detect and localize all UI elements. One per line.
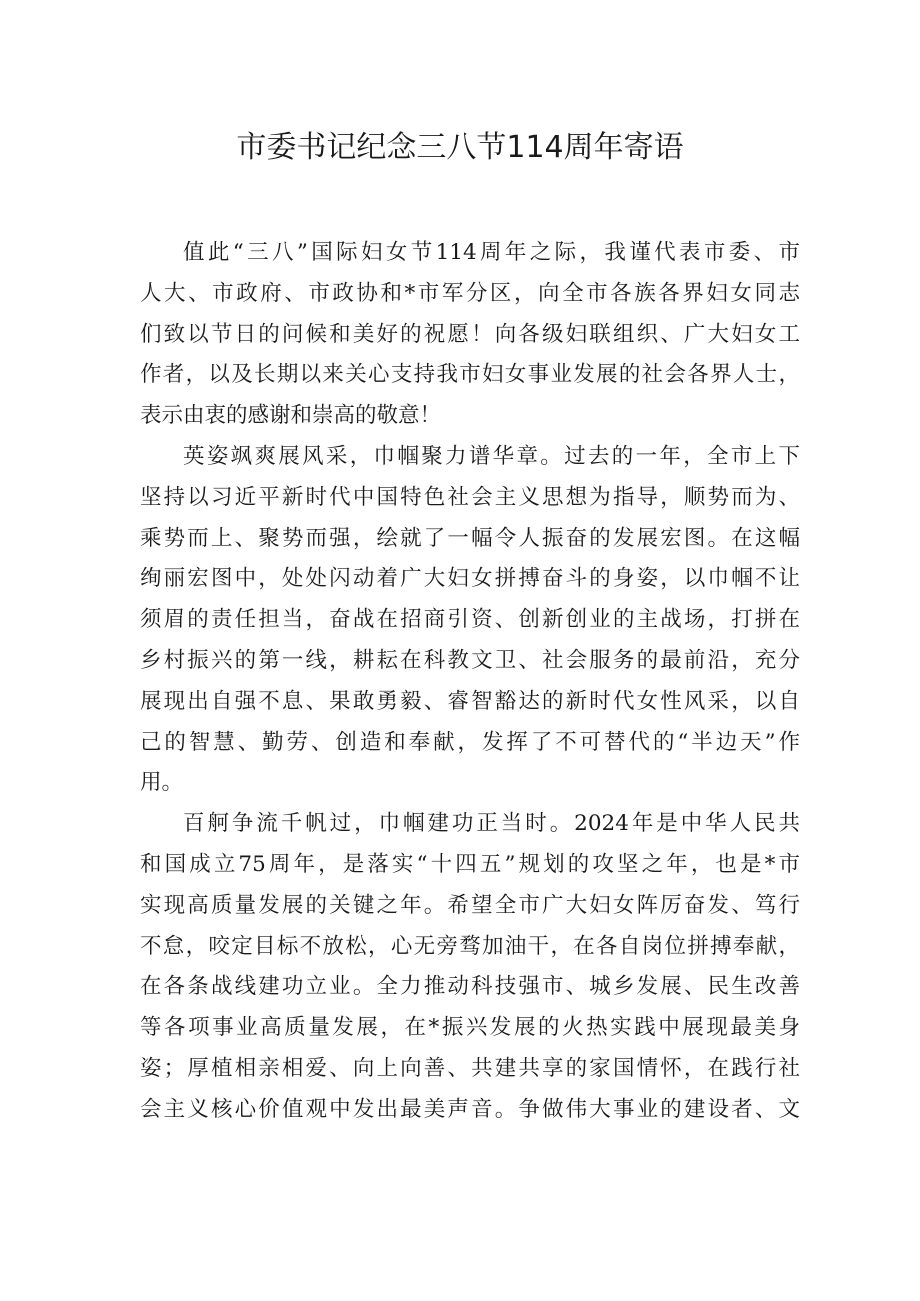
paragraph-line: 等各项事业高质量发展，在*振兴发展的火热实践中展现最美身 (140, 1015, 800, 1041)
paragraph-line: 百舸争流千帆过，巾帼建功正当时。2024年是中华人民共 (183, 811, 800, 837)
paragraph-line: 己的智慧、勤劳、创造和奉献，发挥了不可替代的“半边天”作 (140, 729, 800, 755)
paragraph-line: 用。 (140, 770, 184, 796)
document-title: 市委书记纪念三八节114周年寄语 (236, 130, 684, 165)
paragraph-2 (140, 437, 800, 804)
document-body (140, 233, 800, 1131)
paragraph-line: 坚持以习近平新时代中国特色社会主义思想为指导，顺势而为、 (140, 484, 800, 510)
paragraph-line: 会主义核心价值观中发出最美声音。争做伟大事业的建设者、文 (140, 1096, 800, 1122)
paragraph-3 (140, 804, 800, 1130)
paragraph-line: 和国成立75周年，是落实“十四五”规划的攻坚之年，也是*市 (140, 851, 800, 877)
paragraph-line: 作者，以及长期以来关心支持我市妇女事业发展的社会各界人士， (140, 362, 800, 388)
paragraph-line: 乘势而上、聚势而强，绘就了一幅令人振奋的发展宏图。在这幅 (140, 525, 800, 551)
paragraph-line: 值此“三八”国际妇女节114周年之际，我谨代表市委、市 (183, 240, 800, 265)
paragraph-line: 须眉的责任担当，奋战在招商引资、创新创业的主战场，打拼在 (140, 607, 800, 633)
paragraph-line: 姿；厚植相亲相爱、向上向善、共建共享的家国情怀，在践行社 (140, 1055, 800, 1081)
paragraph-line: 展现出自强不息、果敢勇毅、睿智豁达的新时代女性风采，以自 (140, 688, 800, 714)
paragraph-line: 乡村振兴的第一线，耕耘在科教文卫、社会服务的最前沿，充分 (140, 647, 800, 673)
paragraph-line: 实现高质量发展的关键之年。希望全市广大妇女阵厉奋发、笃行 (140, 892, 800, 918)
paragraph-line: 绚丽宏图中，处处闪动着广大妇女拼搏奋斗的身姿，以巾帼不让 (140, 566, 800, 592)
paragraph-line: 英姿飒爽展风采，巾帼聚力谱华章。过去的一年，全市上下 (183, 443, 800, 469)
paragraph-line: 人大、市政府、市政协和*市军分区，向全市各族各界妇女同志 (140, 280, 800, 306)
paragraph-line: 们致以节日的问候和美好的祝愿！向各级妇联组织、广大妇女工 (140, 321, 800, 347)
paragraph-1 (140, 233, 800, 437)
paragraph-line: 不怠，咬定目标不放松，心无旁骛加油干，在各自岗位拼搏奉献， (140, 933, 800, 959)
paragraph-line: 表示由衷的感谢和崇高的敬意！ (140, 403, 442, 429)
paragraph-line: 在各条战线建功立业。全力推动科技强市、城乡发展、民生改善 (140, 974, 800, 1000)
